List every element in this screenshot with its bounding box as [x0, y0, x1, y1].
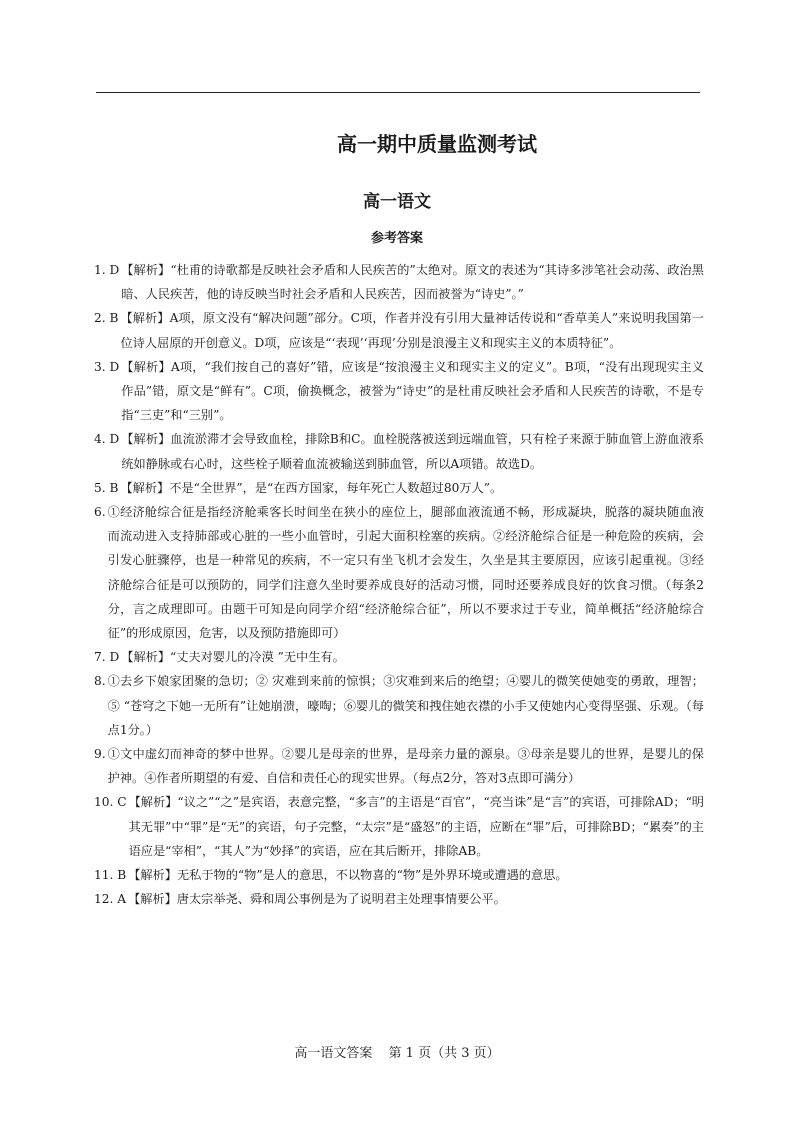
- answer-number: 6.: [94, 505, 106, 520]
- answer-item: [94, 645, 704, 669]
- answer-number: 12. A: [94, 892, 127, 907]
- answer-number: 2. B: [94, 311, 119, 326]
- answer-text: 【解析】“议之”“之”是宾语，表意完整，“多言”的主语是“百官”，“亮当诛”是“言”的宾语，可排除AD；“明其无罪”中“罪”是“无”的宾语，句子完整，“太宗”是“盛怒”的主语，应断在“罪”后，可排除BD；“累奏”的主语应是“宰相”，“其人”为“妙择”的宾语，应在其后断开，排除AB。: [128, 795, 704, 858]
- answer-item: [94, 306, 704, 354]
- answer-number: 7. D: [94, 650, 120, 665]
- answer-item: [94, 742, 704, 790]
- answer-item: [94, 669, 704, 742]
- answer-text: 【解析】A项，“我们按自己的喜好”错，应该是“按浪漫主义和现实主义的定义”。B项，“没有出现现实主义作品”错，原文是“鲜有”。C项，偷换概念，被誉为“诗史”的是杜甫反映社会矛盾和人民疾苦的诗歌，不是专指“三吏”和“三别”。: [121, 359, 704, 423]
- answer-number: 11. B: [94, 868, 127, 883]
- footer-doc-name: 高一语文答案: [294, 1046, 373, 1061]
- answer-number: 1. D: [94, 263, 120, 277]
- answer-item: [94, 476, 704, 500]
- footer-page-info: 第 1 页（共 3 页）: [388, 1046, 500, 1061]
- answer-number: 9.: [94, 747, 106, 762]
- answer-text: ①去乡下娘家团聚的急切；② 灾难到来前的惊惧；③灾难到来后的绝望；④婴儿的微笑使她变的勇敢，理智；⑤ “苍穹之下她一无所有”让她崩溃，嚎啕；⑥婴儿的微笑和拽住她衣襟的小手又使她内心变得坚强、乐观。（每点1分。）: [107, 674, 704, 737]
- page-footer: [0, 1042, 794, 1061]
- answer-text: 【解析】唐太宗举尧、舜和周公事例是为了说明君主处理事情要公平。: [128, 892, 506, 907]
- answer-item: [94, 258, 704, 306]
- subject-title: 高一语文: [363, 192, 431, 212]
- answer-item: [94, 863, 704, 887]
- answer-subtitle: 参考答案: [370, 231, 423, 246]
- answer-text: ①文中虚幻而神奇的梦中世界。②婴儿是母亲的世界，是母亲力量的源泉。③母亲是婴儿的世界，是婴儿的保护神。④作者所期望的有爱、自信和责任心的现实世界。（每点2分，答对3点即可满分）: [107, 747, 704, 786]
- page-title: 高一期中质量监测考试: [337, 132, 537, 156]
- answer-number: 4. D: [94, 432, 120, 447]
- answer-number: 3. D: [94, 359, 120, 374]
- header-rule: [96, 92, 700, 93]
- answer-text: 【解析】无私于物的“物”是人的意思，不以物喜的“物”是外界环境或遭遇的意思。: [128, 868, 568, 883]
- answer-text: 【解析】“杜甫的诗歌都是反映社会矛盾和人民疾苦的”太绝对。原文的表述为“其诗多涉笔社会动荡、政治黑暗、人民疾苦，他的诗反映当时社会矛盾和人民疾苦，因而被誉为“诗史”。”: [121, 263, 704, 302]
- answer-item: [94, 500, 704, 645]
- answer-text: 【解析】A项，原文没有“解决问题”部分。C项，作者并没有引用大量神话传说和“香草美人”来说明我国第一位诗人屈原的开创意义。D项，应该是“‘表现’‘再现’分别是浪漫主义和现实主义的本质特征”。: [120, 311, 704, 350]
- answer-number: 10. C: [94, 795, 127, 810]
- answer-number: 8.: [94, 674, 106, 689]
- answer-text: 【解析】血流淤滞才会导致血栓，排除B和C。血栓脱落被送到远端血管，只有栓子来源于肺血管上游血液系统如静脉或右心时，这些栓子顺着血流被输送到肺血管，所以A项错。故选D。: [121, 432, 704, 471]
- answer-item: [94, 427, 704, 475]
- answer-item: [94, 887, 704, 911]
- answer-text: 【解析】不是“全世界”，是“在西方国家，每年死亡人数超过80万人”。: [120, 480, 503, 495]
- answer-item: [94, 790, 704, 863]
- answer-number: 5. B: [94, 480, 119, 495]
- answer-item: [94, 355, 704, 428]
- answer-text: ①经济舱综合征是指经济舱乘客长时间坐在狭小的座位上，腿部血液流通不畅，形成凝块，脱落的凝块随血液而流动进入支持肺部或心脏的一些小血管时，引起大面积栓塞的疾病。②经济舱综合征是一种危险的疾病，会引发心脏骤停，也是一种常见的疾病，不一定只有坐飞机才会发生，久坐是其主要原因，应该引起重视。③经济舱综合征是可以预防的，同学们注意久坐时要养成良好的活动习惯，同时还要养成良好的饮食习惯。（每条2分，言之成理即可。由题干可知是向同学介绍“经济舱综合征”，所以不要求过于专业，简单概括“经济舱综合征”的形成原因，危害，以及预防措施即可）: [107, 505, 704, 641]
- answer-text: 【解析】“丈夫对婴儿的冷漠 ”无中生有。: [121, 650, 345, 665]
- answer-list: [94, 258, 704, 911]
